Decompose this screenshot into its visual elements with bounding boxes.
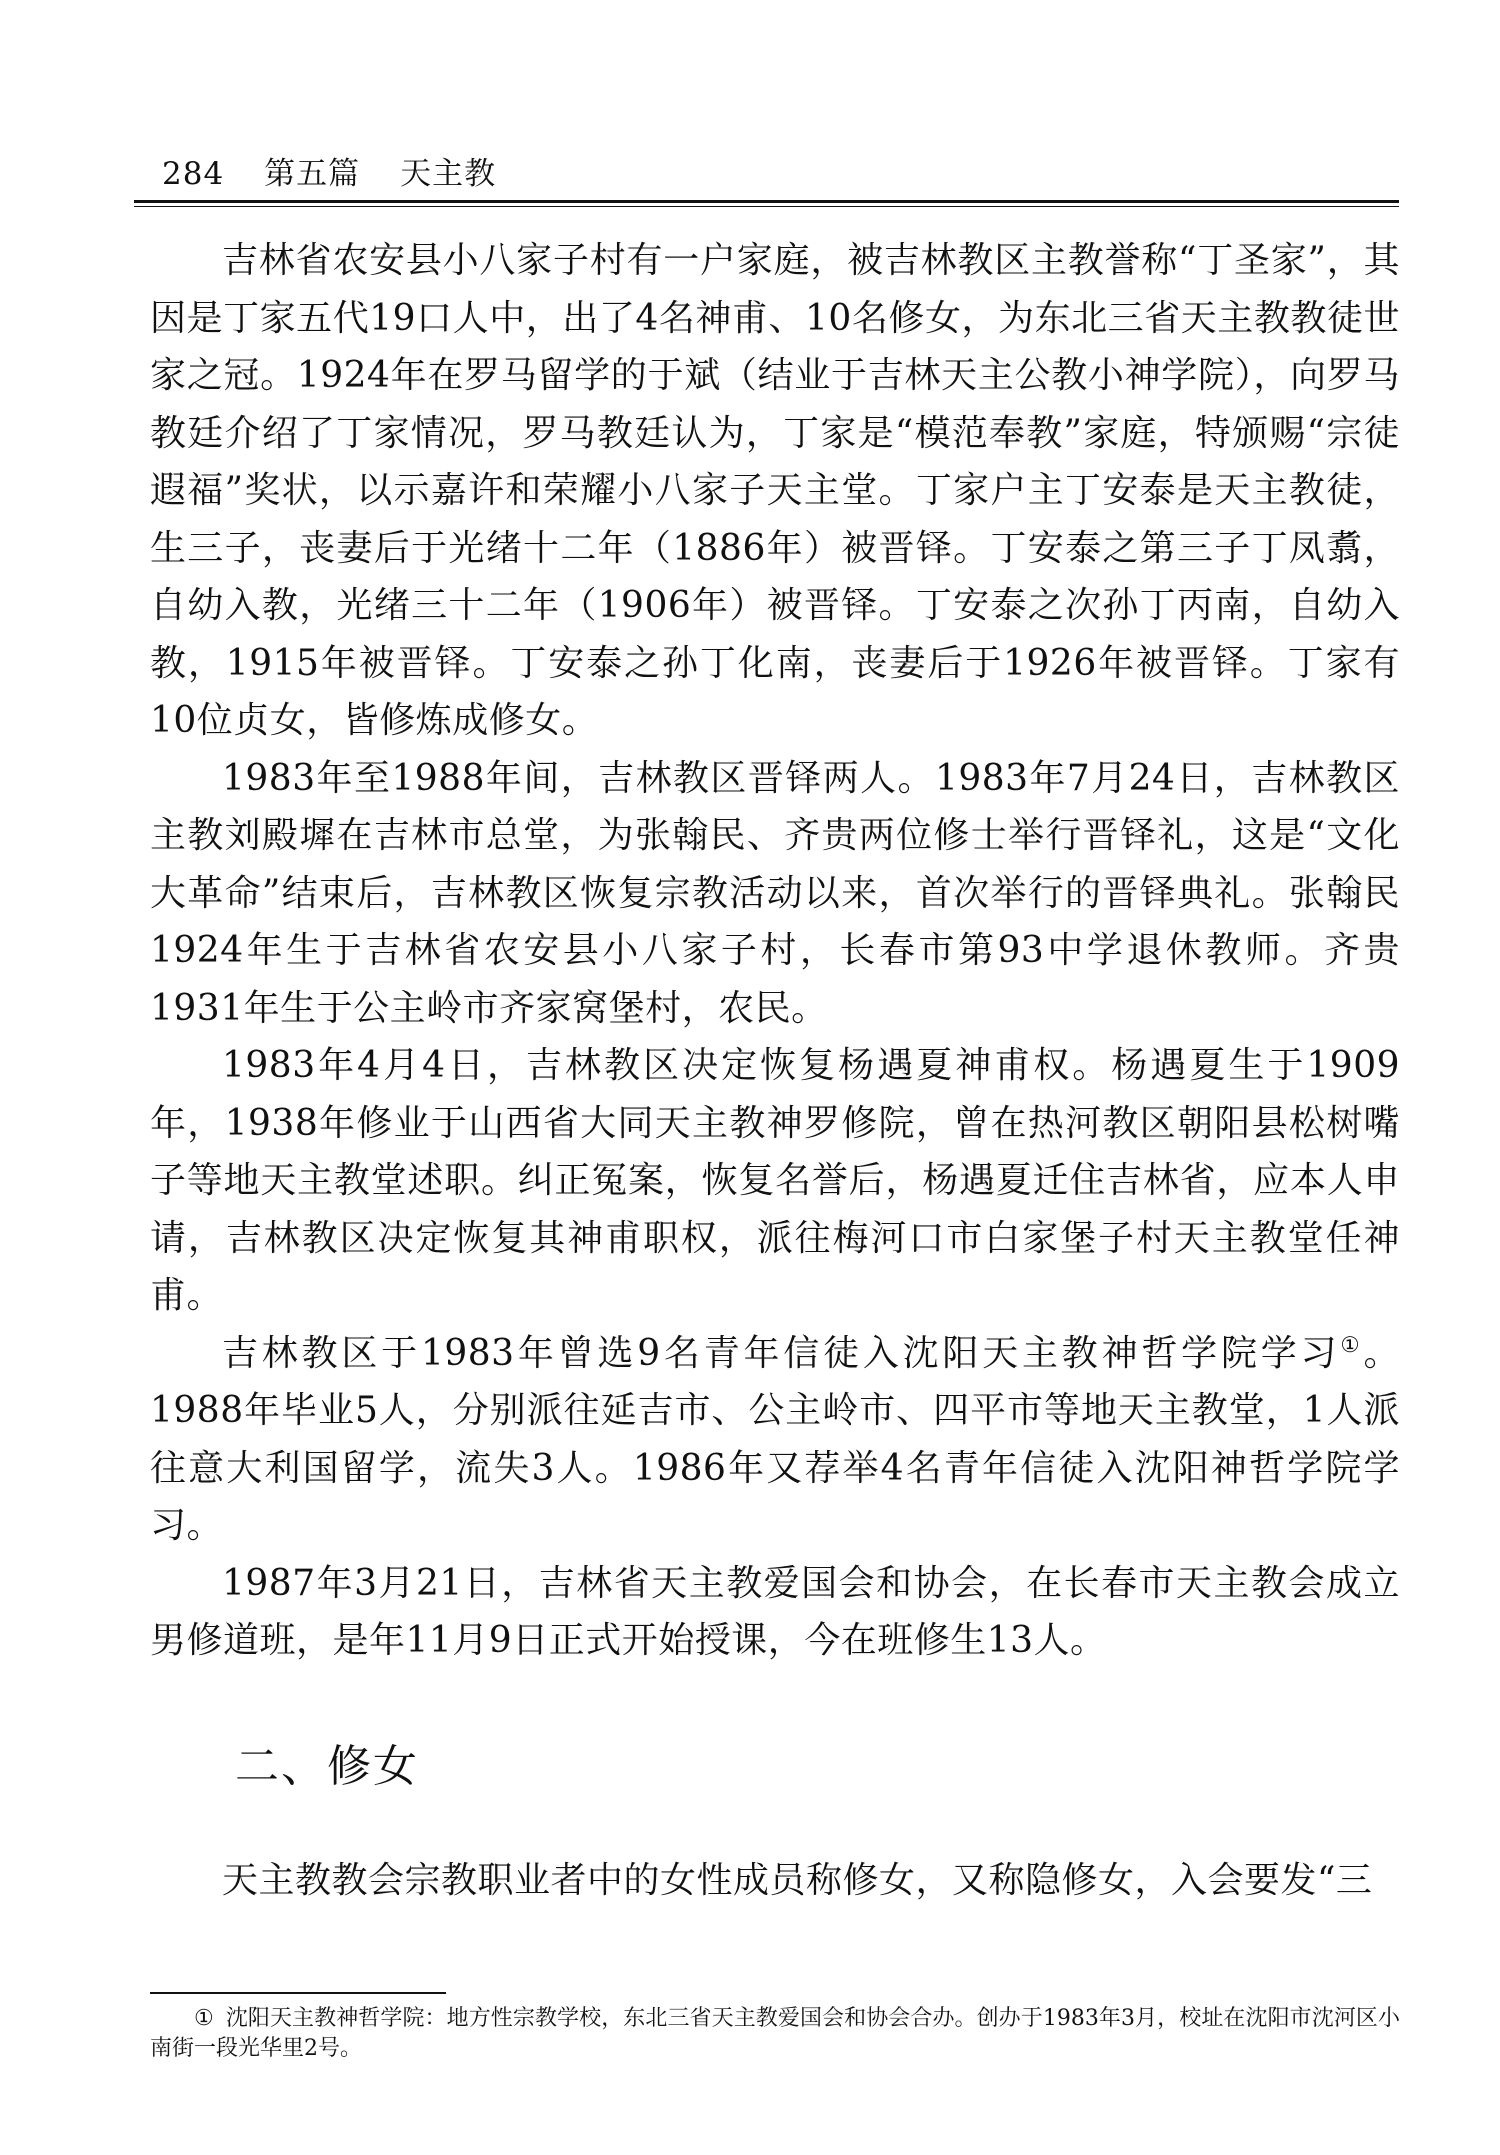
- header-rule-thin: [134, 206, 1399, 207]
- footnote-reference: ①: [1340, 1332, 1364, 1358]
- section-title: 二、修女: [235, 1740, 419, 1792]
- header-rule: [134, 200, 1399, 203]
- paragraph-with-footnote: 吉林教区于1983年曾选9名青年信徒入沈阳天主教神哲学院学习①。1988年毕业5人，分别派往延吉市、公主岭市、四平市等地天主教堂，1人派往意大利国留学，流失3人。1986年又荐举4名青年信徒入沈阳神哲学院学习。: [150, 1332, 1400, 1546]
- footnote-text: 沈阳天主教神哲学院：地方性宗教学校，东北三省天主教爱国会和协会合办。创办于1983年3月，校址在沈阳市沈河区小南街一段光华里2号。: [150, 2006, 1400, 2061]
- footnote-mark: ①: [194, 2006, 214, 2031]
- footnote: [150, 2004, 1400, 2064]
- paragraph: 天主教教会宗教职业者中的女性成员称修女，又称隐修女，入会要发“三: [222, 1859, 1373, 1901]
- paragraph-text-continued: 1988年毕业5人，分别派往延吉市、公主岭市、四平市等地天主教堂，1人派往意大利国留学，流失3人。1986年又荐举4名青年信徒入沈阳神哲学院学习。: [150, 1390, 1400, 1546]
- paragraph: 1987年3月21日，吉林省天主教爱国会和协会，在长春市天主教会成立男修道班，是年11月9日正式开始授课，今在班修生13人。: [150, 1562, 1400, 1661]
- paragraph: 1983年4月4日，吉林教区决定恢复杨遇夏神甫权。杨遇夏生于1909年，1938年修业于山西省大同天主教神罗修院，曾在热河教区朝阳县松树嘴子等地天主教堂述职。纠正冤案，恢复名誉后，杨遇夏迁住吉林省，应本人申请，吉林教区决定恢复其神甫职权，派往梅河口市白家堡子村天主教堂任神甫。: [150, 1045, 1400, 1316]
- paragraph: 1983年至1988年间，吉林教区晋铎两人。1983年7月24日，吉林教区主教刘殿墀在吉林市总堂，为张翰民、齐贵两位修士举行晋铎礼，这是“文化大革命”结束后，吉林教区恢复宗教活动以来，首次举行的晋铎典礼。张翰民1924年生于吉林省农安县小八家子村，长春市第93中学退休教师。齐贵1931年生于公主岭市齐家窝堡村，农民。: [150, 757, 1400, 1029]
- chapter-title: 天主教: [400, 156, 497, 192]
- running-head: [162, 148, 536, 193]
- part-title: 第五篇: [264, 156, 361, 192]
- paragraph-text: 吉林教区于1983年曾选9名青年信徒入沈阳天主教神哲学院学习: [222, 1332, 1341, 1374]
- body-text: [150, 232, 1400, 1909]
- page-number: 284: [162, 156, 225, 192]
- footnote-rule: [150, 1992, 446, 1994]
- paragraph: 吉林省农安县小八家子村有一户家庭，被吉林教区主教誉称“丁圣家”，其因是丁家五代19口人中，出了4名神甫、10名修女，为东北三省天主教教徒世家之冠。1924年在罗马留学的于斌（结业于吉林天主公教小神学院），向罗马教廷介绍了丁家情况，罗马教廷认为，丁家是“模范奉教”家庭，特颁赐“宗徒遐福”奖状，以示嘉许和荣耀小八家子天主堂。丁家户主丁安泰是天主教徒，生三子，丧妻后于光绪十二年（1886年）被晋铎。丁安泰之第三子丁凤翥，自幼入教，光绪三十二年（1906年）被晋铎。丁安泰之次孙丁丙南，自幼入教，1915年被晋铎。丁安泰之孙丁化南，丧妻后于1926年被晋铎。丁家有10位贞女，皆修炼成修女。: [150, 240, 1400, 741]
